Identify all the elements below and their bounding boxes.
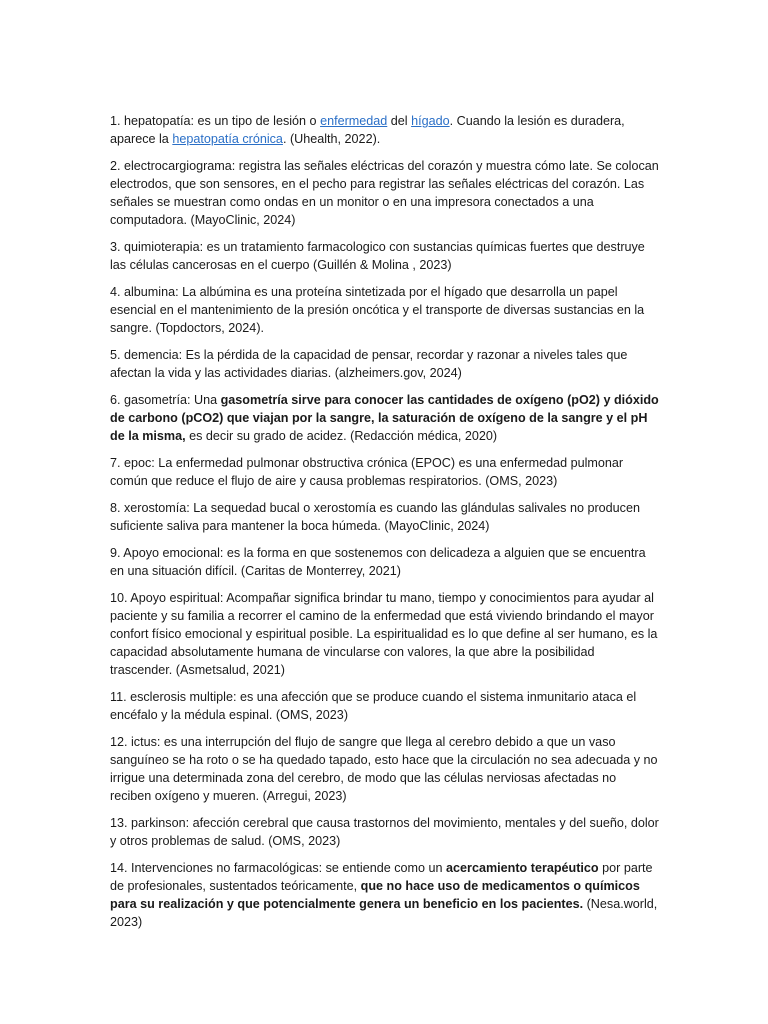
glossary-entry-7 — [110, 454, 660, 490]
entry-text: (Nesa.world, 2023) — [110, 897, 658, 929]
glossary-entry-10 — [110, 589, 660, 679]
glossary-entry-11 — [110, 688, 660, 724]
glossary-link[interactable]: hepatopatía crónica — [172, 132, 283, 146]
entry-text: . Cuando la lesión es duradera, aparece la — [110, 114, 625, 146]
entry-text: 4. albumina: La albúmina es una proteína sintetizada por el hígado que desarrolla un papel esencial en el mantenimiento de la presión oncótica y el transporte de diversas sustancias en la sangre. (Topdoctors, 2024). — [110, 285, 645, 335]
entry-text: del — [387, 114, 412, 128]
document-page — [110, 112, 660, 940]
entry-text: 14. Intervenciones no farmacológicas: se entiende como un — [110, 861, 447, 875]
entry-text: 8. xerostomía: La sequedad bucal o xerostomía es cuando las glándulas salivales no producen suficiente saliva para mantener la boca húmeda. (MayoClinic, 2024) — [110, 501, 640, 533]
glossary-entry-1 — [110, 112, 660, 148]
glossary-entry-6 — [110, 391, 660, 445]
glossary-entry-12 — [110, 733, 660, 805]
entry-text: 3. quimioterapia: es un tratamiento farmacologico con sustancias químicas fuertes que destruye las células cancerosas en el cuerpo (Guillén & Molina , 2023) — [110, 240, 645, 272]
entry-text: 11. esclerosis multiple: es una afección que se produce cuando el sistema inmunitario ataca el encéfalo y la médula espinal. (OMS, 2023) — [110, 690, 637, 722]
entry-text: 2. electrocargiograma: registra las señales eléctricas del corazón y muestra cómo late. Se colocan electrodos, que son sensores, en el pecho para registrar las señales eléctricas del corazón. Las señales se muestran como ondas en un monitor o en una impresora conectados a una computadora. (MayoClinic, 2024) — [110, 159, 659, 227]
entry-text: . (Uhealth, 2022). — [282, 132, 381, 146]
entry-text: es decir su grado de acidez. (Redacción médica, 2020) — [185, 429, 498, 443]
bold-text: acercamiento terapéutico — [446, 861, 599, 875]
glossary-entry-3 — [110, 238, 660, 274]
glossary-link[interactable]: enfermedad — [320, 114, 388, 128]
bold-text: que no hace uso de medicamentos o químicos para su realización y que potencialmente genera un beneficio en los pacientes. — [110, 879, 640, 911]
entry-text: 5. demencia: Es la pérdida de la capacidad de pensar, recordar y razonar a niveles tales que afectan la vida y las actividades diarias. (alzheimers.gov, 2024) — [110, 348, 628, 380]
entry-text: 7. epoc: La enfermedad pulmonar obstructiva crónica (EPOC) es una enfermedad pulmonar común que reduce el flujo de aire y causa problemas respiratorios. (OMS, 2023) — [110, 456, 624, 488]
glossary-entry-5 — [110, 346, 660, 382]
entry-text: 9. Apoyo emocional: es la forma en que sostenemos con delicadeza a alguien que se encuentra en una situación difícil. (Caritas de Monterrey, 2021) — [110, 546, 646, 578]
entry-text: 1. hepatopatía: es un tipo de lesión o — [110, 114, 321, 128]
entry-text: 6. gasometría: Una — [110, 393, 221, 407]
entry-text: 10. Apoyo espiritual: Acompañar significa brindar tu mano, tiempo y conocimientos para ayudar al paciente y su familia a recorrer el camino de la enfermedad que está viviendo brindando el mayor confort físico emocional y espiritual posible. La espiritualidad es lo que define al ser humano, es la capacidad absolutamente humana de vincularse con valores, la que abre la posibilidad trascender. (Asmetsalud, 2021) — [110, 591, 658, 677]
glossary-entry-13 — [110, 814, 660, 850]
glossary-entry-4 — [110, 283, 660, 337]
glossary-link[interactable]: hígado — [411, 114, 450, 128]
entry-text: por parte de profesionales, sustentados teóricamente, — [110, 861, 653, 893]
glossary-list — [110, 112, 660, 931]
entry-text: 12. ictus: es una interrupción del flujo de sangre que llega al cerebro debido a que un vaso sanguíneo se ha roto o se ha quedado tapado, esto hace que la circulación no sea adecuada y no irrigue una determinada zona del cerebro, de modo que las células nerviosas afectadas no reciben oxígeno y mueren. (Arregui, 2023) — [110, 735, 658, 803]
glossary-entry-8 — [110, 499, 660, 535]
glossary-entry-9 — [110, 544, 660, 580]
bold-text: gasometría sirve para conocer las cantidades de oxígeno (pO2) y dióxido de carbono (pCO2) que viajan por la sangre, la saturación de oxígeno de la sangre y el pH de la misma, — [110, 393, 659, 443]
glossary-entry-14 — [110, 859, 660, 931]
glossary-entry-2 — [110, 157, 660, 229]
entry-text: 13. parkinson: afección cerebral que causa trastornos del movimiento, mentales y del sueño, dolor y otros problemas de salud. (OMS, 2023) — [110, 816, 659, 848]
